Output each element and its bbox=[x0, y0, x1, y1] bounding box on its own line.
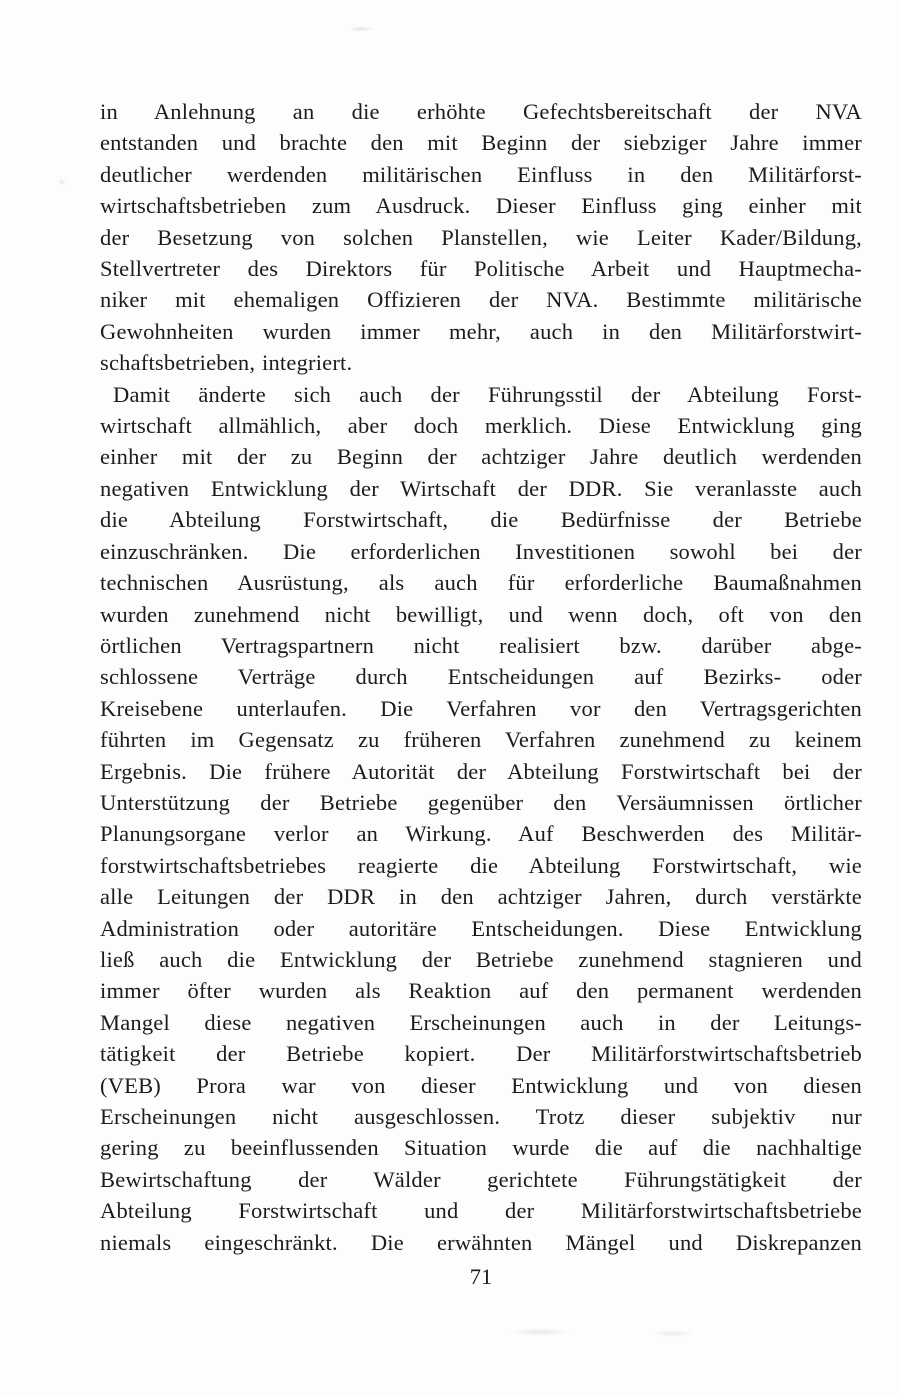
text-line: Planungsorgane verlor an Wirkung. Auf Beschwerden des Militär- bbox=[100, 821, 862, 847]
text-line: in Anlehnung an die erhöhte Gefechtsbereitschaft der NVA bbox=[100, 99, 862, 124]
text-line: einzuschränken. Die erforderlichen Investitionen sowohl bei der bbox=[100, 538, 862, 564]
text-line: Gewohnheiten wurden immer mehr, auch in den Militärforstwirt- bbox=[100, 318, 862, 344]
text-line: technischen Ausrüstung, als auch für erforderliche Baumaßnahmen bbox=[100, 570, 862, 596]
text-line: entstanden und brachte den mit Beginn der siebziger Jahre immer bbox=[100, 130, 862, 156]
text-line: negativen Entwicklung der Wirtschaft der DDR. Sie veranlasste auch bbox=[100, 475, 862, 501]
text-line: immer öfter wurden als Reaktion auf den permanent werdenden bbox=[100, 978, 862, 1004]
text-line: örtlichen Vertragspartnern nicht realisiert bzw. darüber abge- bbox=[100, 632, 862, 658]
text-line: tätigkeit der Betriebe kopiert. Der Militärforstwirtschaftsbetrieb bbox=[100, 1041, 862, 1067]
text-line: forstwirtschaftsbetriebes reagierte die Abteilung Forstwirtschaft, wie bbox=[100, 852, 862, 878]
page-text bbox=[100, 96, 862, 1292]
text-line: einher mit der zu Beginn der achtziger Jahre deutlich werdenden bbox=[100, 444, 862, 470]
scan-artifact bbox=[650, 1330, 696, 1337]
scan-artifact bbox=[348, 26, 374, 32]
text-line: Unterstützung der Betriebe gegenüber den Versäumnissen örtlicher bbox=[100, 789, 862, 815]
text-line: Damit änderte sich auch der Führungsstil der Abteilung Forst- bbox=[113, 381, 862, 407]
page-number: 71 bbox=[469, 1264, 493, 1290]
text-line: niker mit ehemaligen Offizieren der NVA. Bestimmte militärische bbox=[100, 287, 862, 313]
text-line: ließ auch die Entwicklung der Betriebe zunehmend stagnieren und bbox=[100, 946, 862, 972]
text-line: Ergebnis. Die frühere Autorität der Abteilung Forstwirtschaft bei der bbox=[100, 758, 862, 784]
text-line: Mangel diese negativen Erscheinungen auch in der Leitungs- bbox=[100, 1009, 862, 1035]
text-line: alle Leitungen der DDR in den achtziger Jahren, durch verstärkte bbox=[100, 884, 862, 910]
text-line: (VEB) Prora war von dieser Entwicklung und von diesen bbox=[100, 1072, 862, 1098]
scan-artifact bbox=[510, 1328, 570, 1336]
text-line: wurden zunehmend nicht bewilligt, und wenn doch, oft von den bbox=[100, 601, 862, 627]
text-line: schaftsbetrieben, integriert. bbox=[100, 350, 353, 376]
paragraphs-container bbox=[100, 96, 862, 1258]
text-line: wirtschaftsbetrieben zum Ausdruck. Dieser Einfluss ging einher mit bbox=[100, 193, 862, 219]
text-line: Stellvertreter des Direktors für Politische Arbeit und Hauptmecha- bbox=[100, 256, 862, 282]
paragraph bbox=[100, 379, 862, 1258]
text-line: Erscheinungen nicht ausgeschlossen. Trotz dieser subjektiv nur bbox=[100, 1104, 862, 1129]
text-line: deutlicher werdenden militärischen Einfluss in den Militärforst- bbox=[100, 161, 862, 187]
scan-artifact bbox=[58, 178, 66, 186]
text-line: Administration oder autoritäre Entscheidungen. Diese Entwicklung bbox=[100, 915, 862, 941]
text-line: gering zu beeinflussenden Situation wurde die auf die nachhaltige bbox=[100, 1135, 862, 1161]
text-line: die Abteilung Forstwirtschaft, die Bedürfnisse der Betriebe bbox=[100, 507, 862, 533]
text-line: wirtschaft allmählich, aber doch merklich. Diese Entwicklung ging bbox=[100, 413, 862, 439]
text-line: niemals eingeschränkt. Die erwähnten Mängel und Diskrepanzen bbox=[100, 1229, 862, 1255]
paragraph bbox=[100, 96, 862, 379]
text-line: Abteilung Forstwirtschaft und der Militärforstwirtschaftsbetriebe bbox=[100, 1198, 862, 1224]
text-line: der Besetzung von solchen Planstellen, wie Leiter Kader/Bildung, bbox=[100, 224, 862, 250]
text-line: schlossene Verträge durch Entscheidungen auf Bezirks- oder bbox=[100, 664, 862, 690]
text-line: führten im Gegensatz zu früheren Verfahren zunehmend zu keinem bbox=[100, 727, 862, 753]
text-line: Kreisebene unterlaufen. Die Verfahren vor den Vertragsgerichten bbox=[100, 695, 862, 721]
text-line: Bewirtschaftung der Wälder gerichtete Führungstätigkeit der bbox=[100, 1166, 862, 1192]
